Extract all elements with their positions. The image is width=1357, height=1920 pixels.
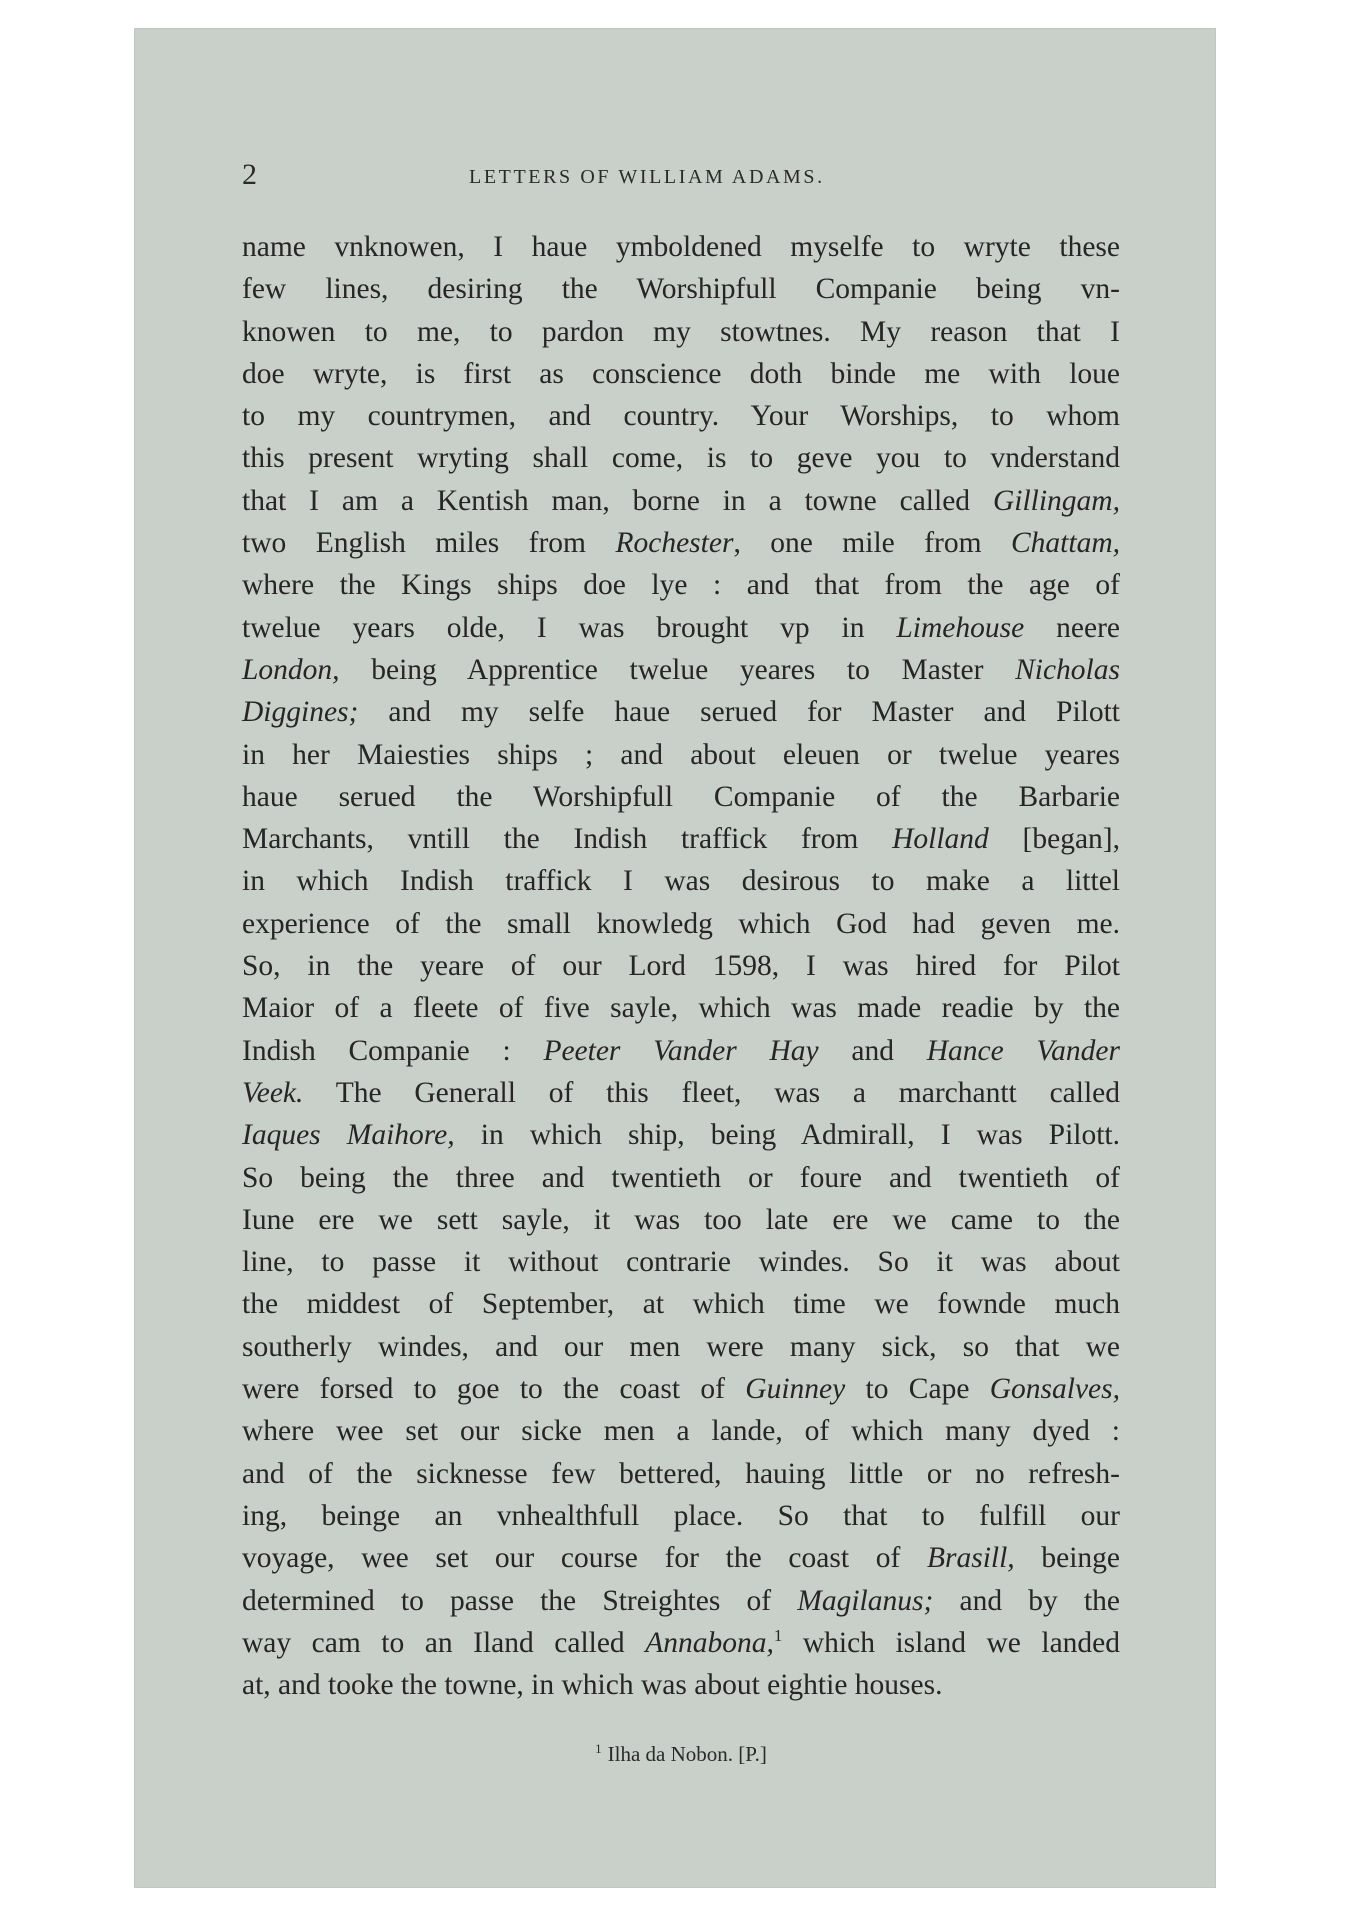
- text-run: which island we landed: [782, 1626, 1121, 1659]
- italic-run: Gillingam,: [992, 484, 1120, 517]
- footnote-reference: 1: [773, 1625, 783, 1645]
- text-line: [242, 1580, 1120, 1622]
- italic-run: Nicholas: [1015, 653, 1120, 686]
- text-line: [242, 1453, 1120, 1495]
- italic-run: Rochester: [615, 527, 734, 560]
- text-run: where the Kings ships doe lye : and that from the age of: [242, 569, 1120, 602]
- text-run: that I am a Kentish man, borne in a towne called: [242, 484, 993, 517]
- italic-run: Chattam,: [1011, 527, 1120, 560]
- text-line: [242, 776, 1120, 818]
- text-line: [242, 649, 1120, 691]
- italic-run: Brasill,: [926, 1542, 1015, 1575]
- text-run: were forsed to goe to the coast of: [242, 1373, 746, 1406]
- text-run: Iune ere we sett sayle, it was too late ere we came to the: [242, 1203, 1120, 1236]
- text-line: [242, 860, 1120, 902]
- text-run: voyage, wee set our course for the coast of: [242, 1542, 927, 1575]
- text-line: [242, 691, 1120, 733]
- text-line: [242, 1495, 1120, 1537]
- text-run: and of the sicknesse few bettered, hauing little or no refresh-: [242, 1457, 1120, 1490]
- text-run: in her Maiesties ships ; and about eleuen or twelue yeares: [242, 738, 1120, 771]
- text-line: [242, 1326, 1120, 1368]
- text-run: few lines, desiring the Worshipfull Companie being vn-: [242, 273, 1120, 306]
- text-run: twelue years olde, I was brought vp in: [242, 611, 897, 644]
- text-line: [242, 1664, 1120, 1706]
- text-run: and by the: [933, 1584, 1120, 1617]
- text-run: and: [818, 1034, 927, 1067]
- text-line: [242, 522, 1120, 564]
- text-line: [242, 1072, 1120, 1114]
- text-run: determined to passe the Streightes of: [242, 1584, 798, 1617]
- text-run: this present wryting shall come, is to geve you to vnderstand: [242, 442, 1120, 475]
- text-run: [began],: [988, 823, 1120, 856]
- text-line: [242, 987, 1120, 1029]
- text-line: [242, 226, 1120, 268]
- text-line: [242, 1537, 1120, 1579]
- italic-run: Limehouse: [896, 611, 1025, 644]
- text-run: Indish Companie :: [242, 1034, 544, 1067]
- text-run: doe wryte, is first as conscience doth binde me with loue: [242, 357, 1120, 390]
- text-line: [242, 1199, 1120, 1241]
- text-run: in which ship, being Admirall, I was Pilott.: [454, 1119, 1120, 1152]
- text-line: [242, 607, 1120, 649]
- text-line: [242, 564, 1120, 606]
- page-number: 2: [242, 158, 257, 191]
- footnote-text: Ilha da Nobon. [P.]: [607, 1742, 767, 1766]
- footnote-mark: 1: [595, 1741, 602, 1756]
- body-text: [242, 226, 1120, 1706]
- text-line: [242, 311, 1120, 353]
- text-line: [242, 437, 1120, 479]
- text-line: [242, 1410, 1120, 1452]
- text-line: [242, 1030, 1120, 1072]
- italic-run: Iaques Maihore,: [242, 1119, 455, 1152]
- text-run: where wee set our sicke men a lande, of which many dyed :: [242, 1415, 1120, 1448]
- text-run: Maior of a fleete of five sayle, which was made readie by the: [242, 992, 1120, 1025]
- text-run: , one mile from: [733, 527, 1011, 560]
- running-head: [242, 158, 1120, 198]
- text-line: [242, 1283, 1120, 1325]
- italic-run: Holland: [892, 823, 989, 856]
- text-run: experience of the small knowledg which God had geven me.: [242, 907, 1120, 940]
- text-line: [242, 1157, 1120, 1199]
- text-line: [242, 903, 1120, 945]
- text-run: line, to passe it without contrarie windes. So it was about: [242, 1246, 1120, 1279]
- text-run: at, and tooke the towne, in which was about eightie houses.: [242, 1669, 943, 1702]
- text-run: Marchants, vntill the Indish traffick from: [242, 823, 893, 856]
- text-run: being Apprentice twelue yeares to Master: [339, 653, 1016, 686]
- text-line: [242, 1622, 1120, 1664]
- text-line: [242, 268, 1120, 310]
- text-run: the middest of September, at which time we fownde much: [242, 1288, 1120, 1321]
- text-run: and my selfe haue serued for Master and Pilott: [358, 696, 1120, 729]
- italic-run: Diggines;: [242, 696, 359, 729]
- italic-run: Gonsalves,: [989, 1373, 1121, 1406]
- text-run: ing, beinge an vnhealthfull place. So that to fulfill our: [242, 1499, 1120, 1532]
- running-title: LETTERS OF WILLIAM ADAMS.: [469, 166, 825, 188]
- text-run: way cam to an Iland called: [242, 1626, 646, 1659]
- italic-run: Annabona,: [645, 1626, 774, 1659]
- text-run: haue serued the Worshipfull Companie of the Barbarie: [242, 780, 1120, 813]
- text-line: [242, 395, 1120, 437]
- italic-run: Guinney: [745, 1373, 846, 1406]
- italic-run: Magilanus;: [797, 1584, 934, 1617]
- text-line: [242, 1241, 1120, 1283]
- text-run: neere: [1024, 611, 1120, 644]
- text-line: [242, 1368, 1120, 1410]
- text-line: [242, 480, 1120, 522]
- text-run: in which Indish traffick I was desirous to make a littel: [242, 865, 1120, 898]
- italic-run: Veek.: [242, 1076, 304, 1109]
- italic-run: London,: [242, 653, 340, 686]
- text-run: So, in the yeare of our Lord 1598, I was hired for Pilot: [242, 950, 1120, 983]
- text-run: two English miles from: [242, 527, 616, 560]
- text-run: to my countrymen, and country. Your Worships, to whom: [242, 400, 1120, 433]
- text-line: [242, 945, 1120, 987]
- italic-run: Peeter Vander Hay: [543, 1034, 819, 1067]
- text-run: The Generall of this fleet, was a marchantt called: [303, 1076, 1120, 1109]
- footnote: [242, 1741, 1120, 1767]
- text-run: knowen to me, to pardon my stowtnes. My reason that I: [242, 315, 1120, 348]
- text-run: name vnknowen, I haue ymboldened myselfe to wryte these: [242, 231, 1120, 263]
- italic-run: Hance Vander: [926, 1034, 1121, 1067]
- text-line: [242, 818, 1120, 860]
- text-run: beinge: [1014, 1542, 1120, 1575]
- text-run: So being the three and twentieth or foure and twentieth of: [242, 1161, 1120, 1194]
- text-run: to Cape: [845, 1373, 990, 1406]
- text-line: [242, 1114, 1120, 1156]
- text-line: [242, 353, 1120, 395]
- text-run: southerly windes, and our men were many sick, so that we: [242, 1330, 1120, 1363]
- text-line: [242, 734, 1120, 776]
